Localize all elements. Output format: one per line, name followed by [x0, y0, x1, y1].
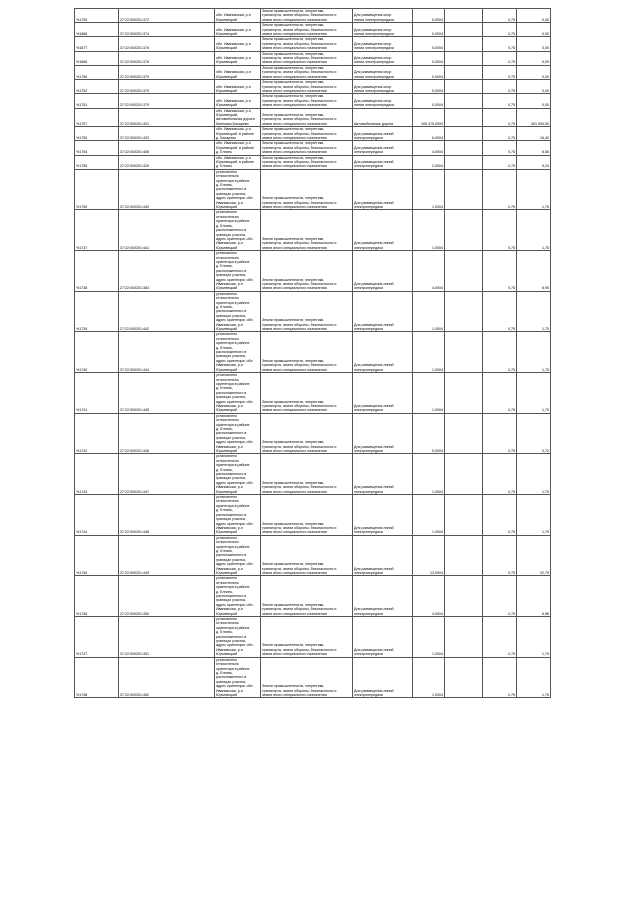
cadastral-number: 27:22:000201:447 — [119, 454, 215, 495]
permitted-use: Для размещения линий электропередачи — [353, 657, 413, 698]
area-value: 13,0004 — [413, 535, 445, 576]
area-value: 6,0004 — [413, 127, 445, 141]
area-value: 1,0004 — [413, 373, 445, 414]
address: установлено относительно ориентира в районе д. Елнать, расположенного в границах участка, адрес ориентира: обл. Ивановская, р-н Юрьевецкий — [215, 332, 261, 373]
table-row — [75, 576, 551, 617]
cadastral-number: 37:22:000201:379 — [119, 94, 215, 108]
empty-cell — [445, 495, 483, 536]
tax-amount: 1,75 — [517, 373, 551, 414]
table-row — [75, 291, 551, 332]
land-register-sheet — [74, 8, 551, 698]
area-value: 1,0004 — [413, 332, 445, 373]
table-row — [75, 94, 551, 108]
tax-amount: 5,24 — [517, 155, 551, 169]
empty-cell — [445, 155, 483, 169]
permitted-use: Для размещения линий электропередачи — [353, 155, 413, 169]
empty-cell — [445, 65, 483, 79]
cadastral-number: 37:22:000201:378 — [119, 51, 215, 65]
permitted-use: Для размещения опор линии электропередачи — [353, 94, 413, 108]
tax-amount: 22,79 — [517, 535, 551, 576]
tax-amount: 1,75 — [517, 210, 551, 251]
row-number: %1754 — [75, 141, 119, 155]
tax-amount: 6,96 — [517, 576, 551, 617]
cadastral-number: 37:22:000201:449 — [119, 535, 215, 576]
land-category: Земли промышленности, энергетики, транспорта, земли обороны, безопасности и земли иного специального назначения — [261, 37, 353, 51]
address: установлено относительно ориентира в районе д. Елнать, расположенного в границах участка, адрес ориентира: обл. Ивановская, р-н Юрьевецкий — [215, 373, 261, 414]
table-row — [75, 454, 551, 495]
table-row — [75, 332, 551, 373]
tax-rate: 0,75 — [483, 94, 517, 108]
tax-amount: 0,00 — [517, 9, 551, 23]
tax-amount: 0,00 — [517, 37, 551, 51]
permitted-use: Для размещения опор линии электропередачи — [353, 37, 413, 51]
tax-rate: 0,75 — [483, 80, 517, 94]
permitted-use: Для размещения линий электропередачи — [353, 210, 413, 251]
address: обл. Ивановская, р-н Юрьевецкий, в районе д. Бахарево — [215, 127, 261, 141]
land-category: Земли промышленности, энергетики, транспорта, земли обороны, безопасности и земли иного специального назначения — [261, 210, 353, 251]
row-number: %1741 — [75, 373, 119, 414]
address: установлено относительно ориентира в районе д. Елнать, расположенного в границах участка, адрес ориентира: обл. Ивановская, р-н Юрьевецкий — [215, 535, 261, 576]
cadastral-number: 37:22:000201:403 — [119, 127, 215, 141]
area-value: 1,0004 — [413, 169, 445, 210]
row-number: %1746 — [75, 576, 119, 617]
permitted-use: Для размещения линий электропередачи — [353, 535, 413, 576]
cadastral-number: 37:22:000201:445 — [119, 373, 215, 414]
tax-amount: 1,75 — [517, 291, 551, 332]
table-row — [75, 65, 551, 79]
area-value: 4,0004 — [413, 141, 445, 155]
tax-amount: 0,00 — [517, 80, 551, 94]
land-category: Земли промышленности, энергетики, транспорта, земли обороны, безопасности и земли иного специального назначения — [261, 51, 353, 65]
area-value: 0,0004 — [413, 65, 445, 79]
row-number: %1738 — [75, 251, 119, 292]
tax-rate: 0,75 — [483, 65, 517, 79]
table-row — [75, 37, 551, 51]
land-category: Земли промышленности, энергетики, транспорта, земли обороны, безопасности и земли иного специального назначения — [261, 141, 353, 155]
tax-rate: 0,75 — [483, 413, 517, 454]
permitted-use: Для размещения линий электропередачи — [353, 495, 413, 536]
empty-cell — [445, 141, 483, 155]
address: обл. Ивановская, р-н Юрьевецкий — [215, 37, 261, 51]
tax-amount: 0,00 — [517, 51, 551, 65]
tax-rate: 0,75 — [483, 9, 517, 23]
area-value: 105 475,0000 — [413, 108, 445, 127]
land-category: Земли промышленности, энергетики, транспорта, земли обороны, безопасности и земли иного специального назначения — [261, 9, 353, 23]
address: установлено относительно ориентира в районе д. Елнать, расположенного в границах участка, адрес ориентира: обл. Ивановская, р-н Юрьевецкий — [215, 617, 261, 658]
table-row — [75, 169, 551, 210]
land-category: Земли промышленности, энергетики, транспорта, земли обороны, безопасности и земли иного специального назначения — [261, 495, 353, 536]
land-category: Земли промышленности, энергетики, транспорта, земли обороны, безопасности и земли иного специального назначения — [261, 94, 353, 108]
empty-cell — [445, 127, 483, 141]
address: обл. Ивановская, р-н Юрьевецкий, в районе д. Елнать — [215, 155, 261, 169]
table-row — [75, 413, 551, 454]
tax-amount: 0,00 — [517, 94, 551, 108]
address: установлено относительно ориентира в районе д. Елнать, расположенного в границах участка, адрес ориентира: обл. Ивановская, р-н Юрьевецкий — [215, 413, 261, 454]
area-value: 1,0004 — [413, 495, 445, 536]
tax-rate: 0,75 — [483, 576, 517, 617]
tax-rate: 0,75 — [483, 37, 517, 51]
area-value: 0,0004 — [413, 37, 445, 51]
tax-amount: 1,75 — [517, 617, 551, 658]
tax-amount: 16,40 — [517, 127, 551, 141]
address: обл. Ивановская, р-н Юрьевецкий — [215, 80, 261, 94]
row-number: %1677 — [75, 37, 119, 51]
land-category: Земли промышленности, энергетики, транспорта, земли обороны, безопасности и земли иного специального назначения — [261, 413, 353, 454]
area-value: 0,0004 — [413, 413, 445, 454]
permitted-use: Автомобильные дороги — [353, 108, 413, 127]
empty-cell — [445, 291, 483, 332]
row-number: %1739 — [75, 291, 119, 332]
tax-amount: 1,75 — [517, 495, 551, 536]
cadastral-number: 37:22:000201:444 — [119, 332, 215, 373]
cadastral-number: 27:22:000201:442 — [119, 291, 215, 332]
table-row — [75, 495, 551, 536]
area-value: 1,0004 — [413, 454, 445, 495]
permitted-use: Для размещения линий электропередачи — [353, 251, 413, 292]
table-row — [75, 373, 551, 414]
empty-cell — [445, 413, 483, 454]
tax-rate: 0,75 — [483, 291, 517, 332]
address: установлено относительно ориентира в районе д. Елнать, расположенного в границах участка, адрес ориентира: обл. Ивановская, р-н Юрьевецкий — [215, 210, 261, 251]
area-value: 0,0004 — [413, 23, 445, 37]
empty-cell — [445, 169, 483, 210]
land-plots-table — [74, 8, 551, 698]
permitted-use: Для размещения линий электропередачи — [353, 617, 413, 658]
table-row — [75, 657, 551, 698]
row-number: %1688 — [75, 23, 119, 37]
empty-cell — [445, 80, 483, 94]
address: установлено относительно ориентира в районе д. Елнать, расположенного в границах участка, адрес ориентира: обл. Ивановская, р-н Юрьевецкий — [215, 576, 261, 617]
permitted-use: Для размещения линий электропередачи — [353, 413, 413, 454]
tax-rate: 0,75 — [483, 495, 517, 536]
table-row — [75, 155, 551, 169]
land-category: Земли промышленности, энергетики, транспорта, земли обороны, безопасности и земли иного специального назначения — [261, 155, 353, 169]
tax-amount: 1,75 — [517, 454, 551, 495]
land-category: Земли промышленности, энергетики, транспорта, земли обороны, безопасности и земли иного специального назначения — [261, 80, 353, 94]
tax-rate: 0,75 — [483, 454, 517, 495]
empty-cell — [445, 251, 483, 292]
empty-cell — [445, 37, 483, 51]
address: установлено относительно ориентира в районе д. Елнать, расположенного в границах участка, адрес ориентира: обл. Ивановская, р-н Юрьевецкий — [215, 454, 261, 495]
empty-cell — [445, 108, 483, 127]
land-category: Земли промышленности, энергетики, транспорта, земли обороны, безопасности и земли иного специального назначения — [261, 127, 353, 141]
land-category: Земли промышленности, энергетики, транспорта, земли обороны, безопасности и земли иного специального назначения — [261, 576, 353, 617]
tax-amount: 6,56 — [517, 141, 551, 155]
permitted-use: Для размещения опор линии электропередачи — [353, 65, 413, 79]
area-value: 2,0004 — [413, 155, 445, 169]
tax-amount: 0,72 — [517, 413, 551, 454]
area-value: 0,0004 — [413, 51, 445, 65]
table-row — [75, 535, 551, 576]
tax-amount: 0,00 — [517, 23, 551, 37]
table-row — [75, 23, 551, 37]
empty-cell — [445, 210, 483, 251]
permitted-use: Для размещения линий электропередачи — [353, 332, 413, 373]
tax-rate: 0,75 — [483, 127, 517, 141]
table-row — [75, 127, 551, 141]
land-category: Земли промышленности, энергетики, транспорта, земли обороны, безопасности и земли иного специального назначения — [261, 65, 353, 79]
tax-rate: 0,75 — [483, 373, 517, 414]
tax-rate: 0,75 — [483, 141, 517, 155]
empty-cell — [445, 23, 483, 37]
tax-rate: 0,75 — [483, 51, 517, 65]
address: установлено относительно ориентира в районе д. Елнать, расположенного в границах участка, адрес ориентира: обл. Ивановская, р-н Юрьевецкий — [215, 251, 261, 292]
tax-rate: 0,75 — [483, 169, 517, 210]
row-number: %1747 — [75, 617, 119, 658]
land-category: Земли промышленности, энергетики, транспорта, земли обороны, безопасности и земли иного специального назначения — [261, 169, 353, 210]
permitted-use: Для размещения линий электропередачи — [353, 291, 413, 332]
cadastral-number: 27:22:000201:450 — [119, 576, 215, 617]
permitted-use: Для размещения опор линии электропередачи — [353, 9, 413, 23]
tax-amount: 1,75 — [517, 332, 551, 373]
address: обл. Ивановская, р-н Юрьевецкий, в районе д. Елнать — [215, 141, 261, 155]
row-number: %1748 — [75, 657, 119, 698]
cadastral-number: 37:22:000201:440 — [119, 169, 215, 210]
land-category: Земли промышленности, энергетики, транспорта, земли обороны, безопасности и земли иного специального назначения — [261, 332, 353, 373]
permitted-use: Для размещения линий электропередачи — [353, 576, 413, 617]
row-number: %1666 — [75, 51, 119, 65]
table-row — [75, 251, 551, 292]
land-category: Земли промышленности, энергетики, транспорта, земли обороны, безопасности и земли иного специального назначения — [261, 454, 353, 495]
land-category: Земли промышленности, энергетики, транспорта, земли обороны, безопасности и земли иного специального назначения — [261, 617, 353, 658]
land-category: Земли промышленности, энергетики, транспорта, земли обороны, безопасности и земли иного специального назначения — [261, 108, 353, 127]
cadastral-number: 37:22:000201:379 — [119, 80, 215, 94]
empty-cell — [445, 332, 483, 373]
row-number: %1755 — [75, 155, 119, 169]
table-row — [75, 9, 551, 23]
empty-cell — [445, 657, 483, 698]
row-number: %1745 — [75, 535, 119, 576]
tax-rate: 0,75 — [483, 155, 517, 169]
tax-amount: 1,75 — [517, 657, 551, 698]
tax-rate: 0,75 — [483, 535, 517, 576]
cadastral-number: 27:22:000201:429 — [119, 155, 215, 169]
address: установлено относительно ориентира в районе д. Елнать, расположенного в границах участка, адрес ориентира: обл. Ивановская, р-н Юрьевецкий — [215, 291, 261, 332]
row-number: %1740 — [75, 332, 119, 373]
row-number: %1756 — [75, 65, 119, 79]
empty-cell — [445, 94, 483, 108]
land-category: Земли промышленности, энергетики, транспорта, земли обороны, безопасности и земли иного специального назначения — [261, 373, 353, 414]
land-category: Земли промышленности, энергетики, транспорта, земли обороны, безопасности и земли иного специального назначения — [261, 291, 353, 332]
area-value: 1,0004 — [413, 210, 445, 251]
area-value: 1,0004 — [413, 617, 445, 658]
address: обл. Ивановская, р-н Юрьевецкий — [215, 94, 261, 108]
address: обл. Ивановская, р-н Юрьевецкий — [215, 51, 261, 65]
address: установлено относительно ориентира в районе д. Елнать, расположенного в границах участка, адрес ориентира: обл. Ивановская, р-н Юрьевецкий — [215, 169, 261, 210]
empty-cell — [445, 9, 483, 23]
empty-cell — [445, 535, 483, 576]
row-number: %1737 — [75, 210, 119, 251]
empty-cell — [445, 373, 483, 414]
row-number: %1744 — [75, 495, 119, 536]
address: установлено относительно ориентира в районе д. Елнать, расположенного в границах участка, адрес ориентира: обл. Ивановская, р-н Юрьевецкий — [215, 495, 261, 536]
permitted-use: Для размещения линий электропередачи — [353, 141, 413, 155]
cadastral-number: 27:22:000201:372 — [119, 9, 215, 23]
cadastral-number: 37:22:000201:374 — [119, 23, 215, 37]
tax-rate: 0,75 — [483, 251, 517, 292]
tax-rate: 0,75 — [483, 617, 517, 658]
row-number: %1742 — [75, 413, 119, 454]
land-category: Земли промышленности, энергетики, транспорта, земли обороны, безопасности и земли иного специального назначения — [261, 251, 353, 292]
table-row — [75, 617, 551, 658]
empty-cell — [445, 51, 483, 65]
address: обл. Ивановская, р-н Юрьевецкий — [215, 65, 261, 79]
cadastral-number: 27:22:000201:446 — [119, 413, 215, 454]
tax-rate: 0,75 — [483, 210, 517, 251]
tax-amount: 6,95 — [517, 251, 551, 292]
permitted-use: Для размещения линий электропередачи — [353, 169, 413, 210]
row-number: %1751 — [75, 94, 119, 108]
row-number: %1757 — [75, 108, 119, 127]
area-value: 1,0004 — [413, 291, 445, 332]
area-value: 0,0004 — [413, 94, 445, 108]
cadastral-number: 37:22:000201:379 — [119, 65, 215, 79]
land-category: Земли промышленности, энергетики, транспорта, земли обороны, безопасности и земли иного специального назначения — [261, 535, 353, 576]
row-number: %1755 — [75, 127, 119, 141]
land-category: Земли промышленности, энергетики, транспорта, земли обороны, безопасности и земли иного специального назначения — [261, 657, 353, 698]
tax-amount: 0,00 — [517, 65, 551, 79]
row-number: %1743 — [75, 454, 119, 495]
permitted-use: Для размещения опор линии электропередачи — [353, 23, 413, 37]
permitted-use: Для размещения линий электропередачи — [353, 127, 413, 141]
empty-cell — [445, 617, 483, 658]
tax-rate: 0,75 — [483, 332, 517, 373]
cadastral-number: 37:22:000201:401 — [119, 108, 215, 127]
cadastral-number: 27:22:000201:383 — [119, 251, 215, 292]
land-category: Земли промышленности, энергетики, транспорта, земли обороны, безопасности и земли иного специального назначения — [261, 23, 353, 37]
cadastral-number: 37:22:000201:451 — [119, 617, 215, 658]
tax-rate: 0,75 — [483, 108, 517, 127]
tax-amount: 301 594,50 — [517, 108, 551, 127]
area-value: 0,0004 — [413, 9, 445, 23]
table-row — [75, 80, 551, 94]
empty-cell — [445, 576, 483, 617]
area-value: 0,0004 — [413, 80, 445, 94]
address: обл. Ивановская, р-н Юрьевецкий, Автомобильная дорога Кинешма-Бахарево — [215, 108, 261, 127]
address: обл. Ивановская, р-н Юрьевецкий — [215, 9, 261, 23]
area-value: 1,0004 — [413, 657, 445, 698]
table-row — [75, 51, 551, 65]
address: обл. Ивановская, р-н Юрьевецкий — [215, 23, 261, 37]
table-row — [75, 108, 551, 127]
row-number: %1705 — [75, 9, 119, 23]
table-row — [75, 141, 551, 155]
row-number: %1750 — [75, 169, 119, 210]
cadastral-number: 37:22:000201:406 — [119, 141, 215, 155]
tax-rate: 0,75 — [483, 657, 517, 698]
cadastral-number: 37:22:000201:448 — [119, 495, 215, 536]
table-row — [75, 210, 551, 251]
row-number: %1752 — [75, 80, 119, 94]
cadastral-number: 37:22:000201:376 — [119, 37, 215, 51]
permitted-use: Для размещения линий электропередачи — [353, 373, 413, 414]
tax-rate: 0,75 — [483, 23, 517, 37]
area-value: 4,0004 — [413, 251, 445, 292]
tax-amount: 1,75 — [517, 169, 551, 210]
empty-cell — [445, 454, 483, 495]
cadastral-number: 37:22:000201:441 — [119, 210, 215, 251]
table-body — [75, 9, 551, 698]
area-value: 4,0004 — [413, 576, 445, 617]
address: установлено относительно ориентира в районе д. Елнать, расположенного в границах участка, адрес ориентира: обл. Ивановская, р-н Юрьевецкий — [215, 657, 261, 698]
permitted-use: Для размещения опор линии электропередачи — [353, 51, 413, 65]
permitted-use: Для размещения линий электропередачи — [353, 454, 413, 495]
permitted-use: Для размещения опор линии электропередачи — [353, 80, 413, 94]
cadastral-number: 37:22:000201:452 — [119, 657, 215, 698]
